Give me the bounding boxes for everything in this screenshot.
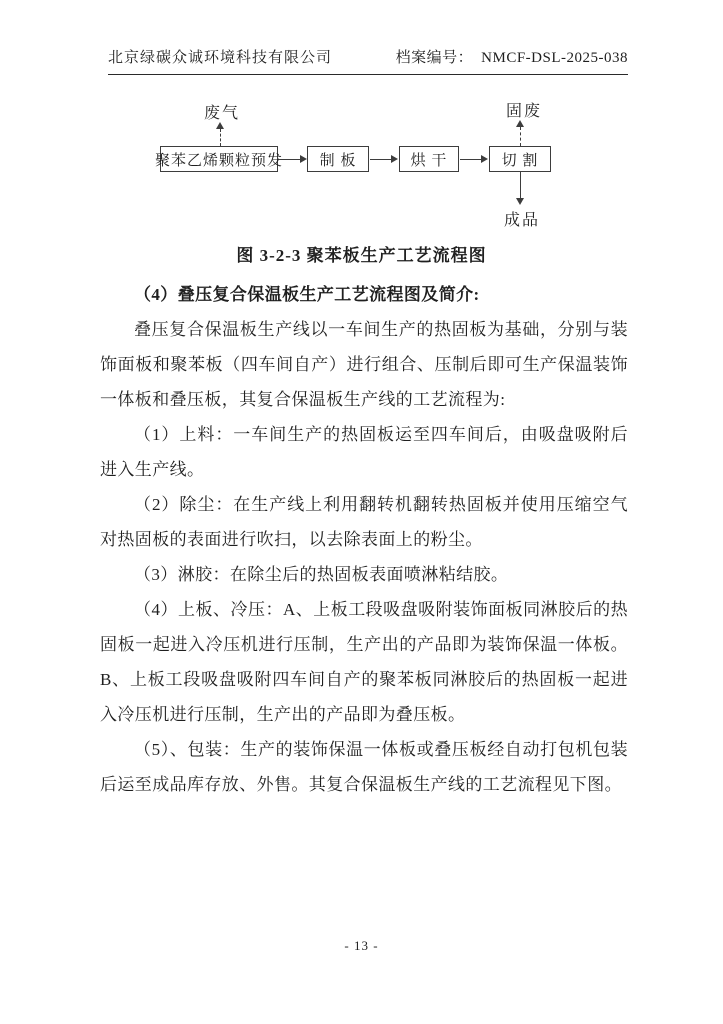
- archive-label: 档案编号：: [395, 50, 474, 66]
- paragraph-step-4-pressing: （4）上板、冷压：A、上板工段吸盘吸附装饰面板同淋胶后的热固板一起进入冷压机进行压制，生产出的产品即为装饰保温一体板。B、上板工段吸盘吸附四车间自产的聚苯板同淋胶后的热固板一起进入冷压机进行压制，生产出的产品即为叠压板。: [100, 600, 628, 724]
- paragraph-step-3-gluing: （3）淋胶：在除尘后的热固板表面喷淋粘结胶。: [134, 565, 509, 584]
- solid-waste-label: 固废: [506, 103, 543, 120]
- figure-caption: 图 3-2-3 聚苯板生产工艺流程图: [236, 246, 487, 265]
- flow-box-cutting: 切 割: [489, 146, 551, 172]
- page-header: [108, 46, 628, 75]
- dashed-up-arrow-waste-gas: [214, 122, 226, 146]
- paragraph-step-2-dedusting: （2）除尘：在生产线上利用翻转机翻转热固板并使用压缩空气对热固板的表面进行吹扫，以去除表面上的粉尘。: [100, 495, 628, 549]
- section-heading: （4）叠压复合保温板生产工艺流程图及简介:: [134, 285, 480, 304]
- archive-number: NMCF-DSL-2025-038: [481, 50, 628, 66]
- paragraph-step-1-loading: （1）上料：一车间生产的热固板运至四车间后，由吸盘吸附后进入生产线。: [100, 425, 628, 479]
- page-number: - 13 -: [344, 938, 379, 953]
- flow-box-drying: 烘 干: [399, 146, 459, 172]
- dashed-up-arrow-solid-waste: [514, 120, 526, 146]
- flow-box-pre-expansion: 聚苯乙烯颗粒预发: [160, 146, 278, 172]
- product-label: 成品: [504, 212, 541, 229]
- process-flowchart: [100, 95, 623, 235]
- waste-gas-label: 废气: [204, 105, 241, 122]
- flow-box-board-making: 制 板: [307, 146, 369, 172]
- header-company-name: 北京绿碳众诚环境科技有限公司: [108, 50, 333, 66]
- paragraph-intro: 叠压复合保温板生产线以一车间生产的热固板为基础，分别与装饰面板和聚苯板（四车间自产）进行组合、压制后即可生产保温装饰一体板和叠压板，其复合保温板生产线的工艺流程为:: [100, 320, 628, 409]
- flow-arrow-3: [460, 155, 488, 163]
- header-archive: [396, 46, 628, 67]
- paragraph-step-5-packing: （5）、包装：生产的装饰保温一体板或叠压板经自动打包机包装后运至成品库存放、外售。其复合保温板生产线的工艺流程见下图。: [100, 740, 628, 794]
- body-content: [100, 277, 628, 802]
- flow-arrow-1: [279, 155, 307, 163]
- flow-arrow-2: [370, 155, 398, 163]
- solid-down-arrow-product: [514, 172, 526, 205]
